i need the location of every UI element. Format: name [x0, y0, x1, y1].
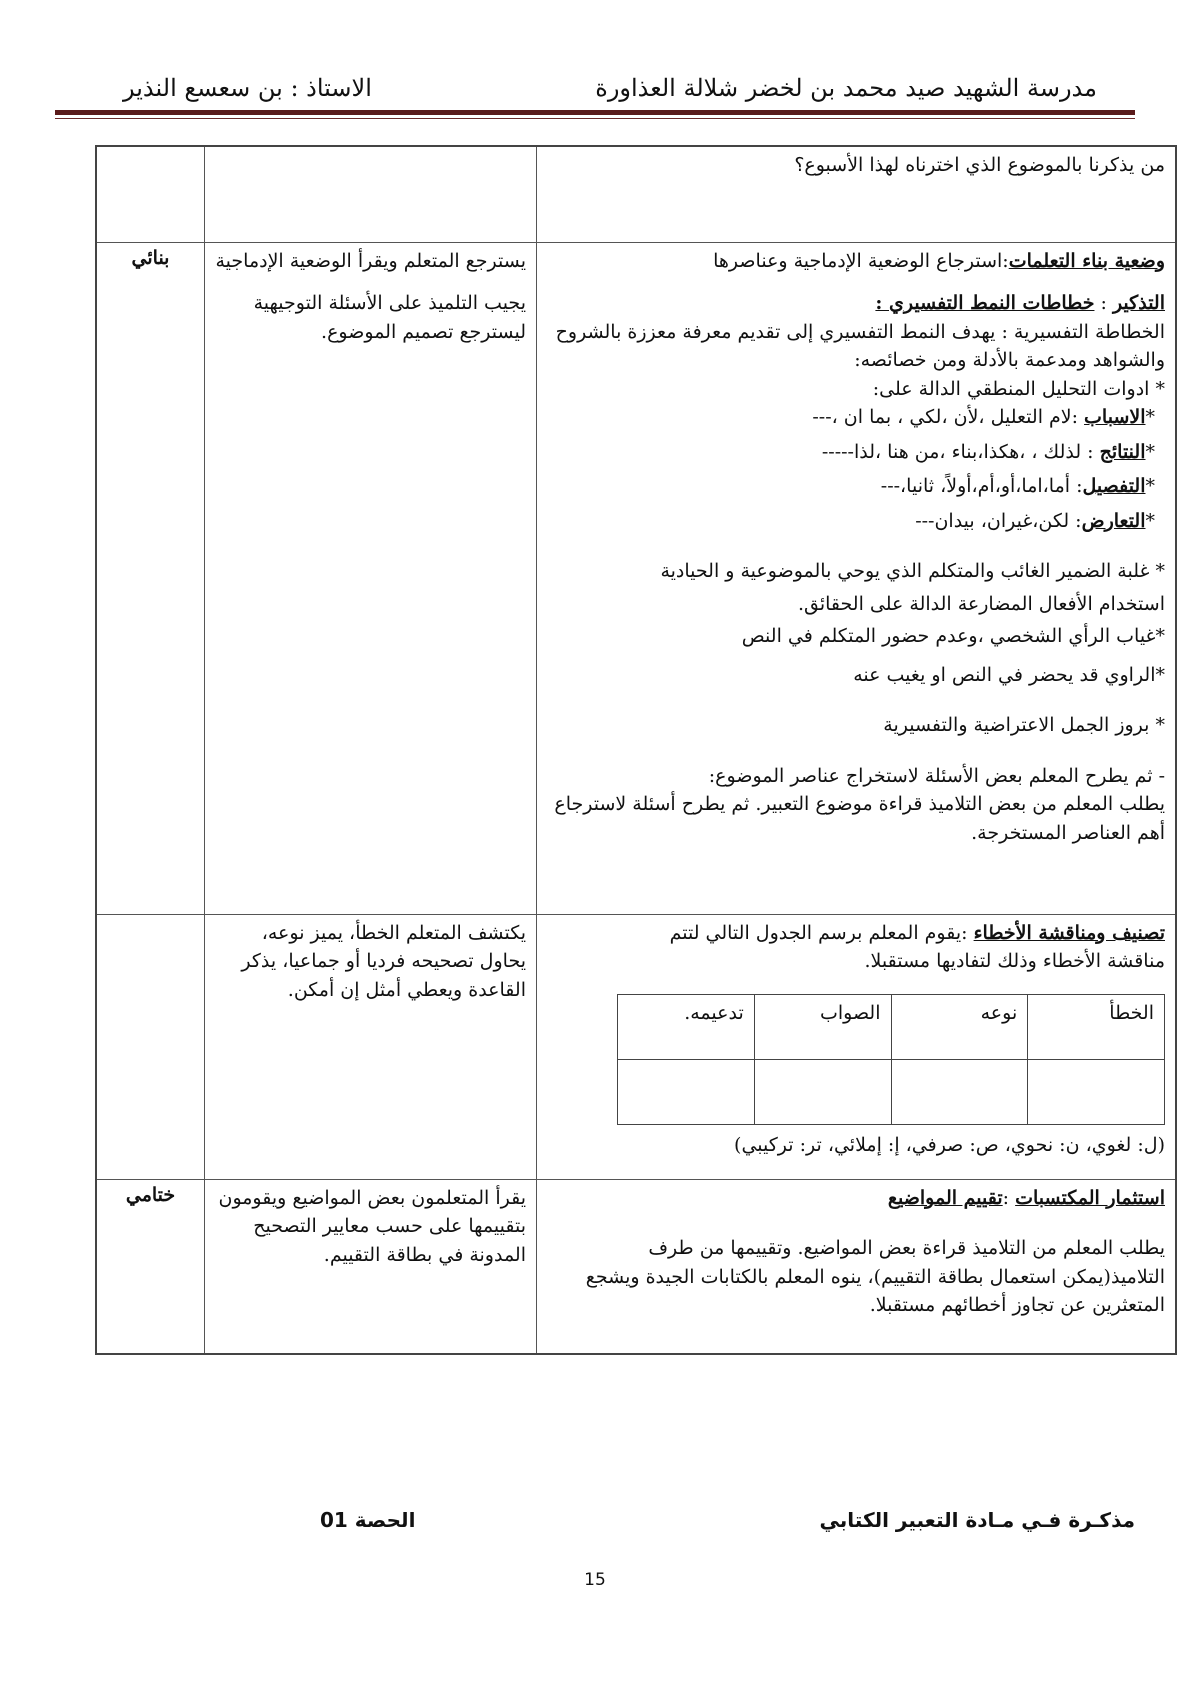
page-number: 15 — [584, 1570, 606, 1590]
table-row — [96, 146, 1176, 242]
no-opinion-feature: *غياب الرأي الشخصي ،وعدم حضور المتكلم في النص — [741, 625, 1165, 647]
page-footer — [55, 1508, 1135, 1548]
row4-learner — [205, 1179, 537, 1354]
empty-cell — [1028, 1059, 1165, 1124]
logic-tools: * ادوات التحليل المنطقي الدالة على: — [872, 377, 1165, 400]
causes-line: *الاسباب :لام التعليل ،لأن ،لكي ، بما ان ،--- — [812, 406, 1155, 428]
school-name: مدرسة الشهيد صيد محمد بن لخضر شلالة العذاورة — [595, 74, 1097, 102]
table-row — [96, 242, 1176, 914]
narrator-feature: *الراوي قد يحضر في النص او يغيب عنه — [853, 663, 1165, 686]
errors-empty-row — [618, 1059, 1165, 1124]
explanatory-definition: الخطاطة التفسيرية : يهدف النمط التفسيري إلى تقديم معرفة معززة بالشروح والشواهد ومدعمة بالأدلة ومن خصائصه: — [555, 320, 1165, 371]
row3-phase — [96, 914, 205, 1179]
pronoun-feature: * غلبة الضمير الغائب والمتكلم الذي يوحي بالموضوعية و الحيادية — [660, 560, 1165, 582]
learner-errors: يكتشف المتعلم الخطأ، يميز نوعه، يحاول تصحيحه فرديا أو جماعيا، يذكر القاعدة ويعطي أمثل إن أمكن. — [241, 921, 526, 1001]
footer-subject: مذكـرة فـي مـادة التعبير الكتابي — [819, 1508, 1135, 1532]
learner-answer: يجيب التلميذ على الأسئلة التوجيهية ليسترجع تصميم الموضوع. — [253, 292, 526, 343]
row2-content — [537, 242, 1177, 914]
row1-content — [537, 146, 1177, 242]
contrast-label: التعارض — [1081, 509, 1146, 532]
empty-cell — [618, 1059, 755, 1124]
intro-question: من يذكرنا بالموضوع الذي اخترناه لهذا الأسبوع؟ — [794, 154, 1165, 176]
learner-recall: يسترجع المتعلم ويقرأ الوضعية الإدماجية — [215, 249, 526, 272]
errors-text1: :يقوم المعلم برسم الجدول التالي لتتم — [669, 921, 974, 944]
table-row — [96, 1179, 1176, 1354]
learner-evaluate: يقرأ المتعلمون بعض المواضيع ويقومون بتقييمها على حسب معايير التصحيح المدونة في بطاقة التقييم. — [218, 1186, 526, 1266]
phase-constructive: بنائي — [96, 242, 205, 914]
empty-cell — [891, 1059, 1028, 1124]
investment-sep: : — [1002, 1186, 1016, 1209]
reminder-title: خطاطات النمط التفسيري : — [875, 292, 1095, 314]
results-label: النتائج — [1099, 440, 1146, 463]
contrast-text: : لكن،غيران، بيدان--- — [915, 509, 1082, 532]
row3-content — [537, 914, 1177, 1179]
header-divider-thick — [55, 110, 1135, 115]
errors-table — [617, 994, 1165, 1125]
detail-line: *التفصيل: أما،اما،أو،أم،أولاً، ثانيا،--- — [880, 475, 1155, 497]
detail-label: التفصيل — [1082, 475, 1146, 497]
reading-step: يطلب المعلم من بعض التلاميذ قراءة موضوع التعبير. ثم يطرح أسئلة لاسترجاع أهم العناصر المستخرجة. — [554, 793, 1165, 844]
row2-learner — [205, 242, 537, 914]
header-divider-thin — [55, 118, 1135, 119]
phase-final: ختامي — [96, 1179, 205, 1354]
results-line: *النتائج : لذلك ، ،هكذا،بناء ،من هنا ،لذا----- — [821, 440, 1155, 463]
learning-situation — [545, 247, 1165, 276]
reminder-sep: : — [1094, 292, 1113, 314]
reminder — [545, 289, 1165, 318]
learning-title: وضعية بناء التعلمات — [1008, 249, 1165, 272]
investment-heading — [545, 1184, 1165, 1213]
row1-phase — [96, 146, 205, 242]
results-text: : لذلك ، ،هكذا،بناء ،من هنا ،لذا----- — [821, 440, 1100, 463]
investment-title: استثمار المكتسبات — [1015, 1186, 1165, 1209]
investment-text: يطلب المعلم من التلاميذ قراءة بعض المواضيع. وتقييمها من طرف التلاميذ(يمكن استعمال بطاقة التقييم)، ينوه المعلم بالكتابات الجيدة ويشجع المتعثرين عن تجاوز أخطائهم مستقبلا. — [585, 1237, 1165, 1316]
header-support: تدعيمه. — [618, 994, 755, 1059]
row4-content — [537, 1179, 1177, 1354]
row3-learner — [205, 914, 537, 1179]
learning-text: :استرجاع الوضعية الإدماجية وعناصرها — [713, 249, 1009, 272]
error-codes-legend: (ل: لغوي، ن: نحوي، ص: صرفي، إ: إملائي، تر: تركيبي) — [734, 1133, 1165, 1156]
header-type: نوعه — [891, 994, 1028, 1059]
causes-text: :لام التعليل ،لأن ،لكي ، بما ان ،--- — [812, 406, 1085, 428]
investment-subtitle: تقييم المواضيع — [887, 1186, 1003, 1209]
header-correct: الصواب — [754, 994, 891, 1059]
table-row — [96, 914, 1176, 1179]
lesson-table — [95, 145, 1177, 1355]
errors-text2: مناقشة الأخطاء وذلك لتفاديها مستقبلا. — [864, 950, 1165, 972]
errors-header-row — [618, 994, 1165, 1059]
causes-label: الاسباب — [1084, 406, 1146, 428]
footer-session: الحصة 01 — [320, 1508, 416, 1532]
questions-step: - ثم يطرح المعلم بعض الأسئلة لاستخراج عناصر الموضوع: — [708, 764, 1165, 787]
present-tense-feature: استخدام الأفعال المضارعة الدالة على الحقائق. — [797, 592, 1165, 615]
errors-intro — [545, 919, 1165, 948]
header-error: الخطأ — [1028, 994, 1165, 1059]
reminder-label: التذكير — [1112, 292, 1165, 314]
row1-learner — [205, 146, 537, 242]
teacher-name: الاستاذ : بن سعسع النذير — [123, 74, 372, 102]
detail-text: : أما،اما،أو،أم،أولاً، ثانيا،--- — [880, 475, 1083, 497]
errors-title: تصنيف ومناقشة الأخطاء — [973, 921, 1165, 944]
empty-cell — [754, 1059, 891, 1124]
page-header — [55, 62, 1135, 102]
sentences-feature: * بروز الجمل الاعتراضية والتفسيرية — [883, 714, 1165, 736]
contrast-line: *التعارض: لكن،غيران، بيدان--- — [915, 509, 1155, 532]
